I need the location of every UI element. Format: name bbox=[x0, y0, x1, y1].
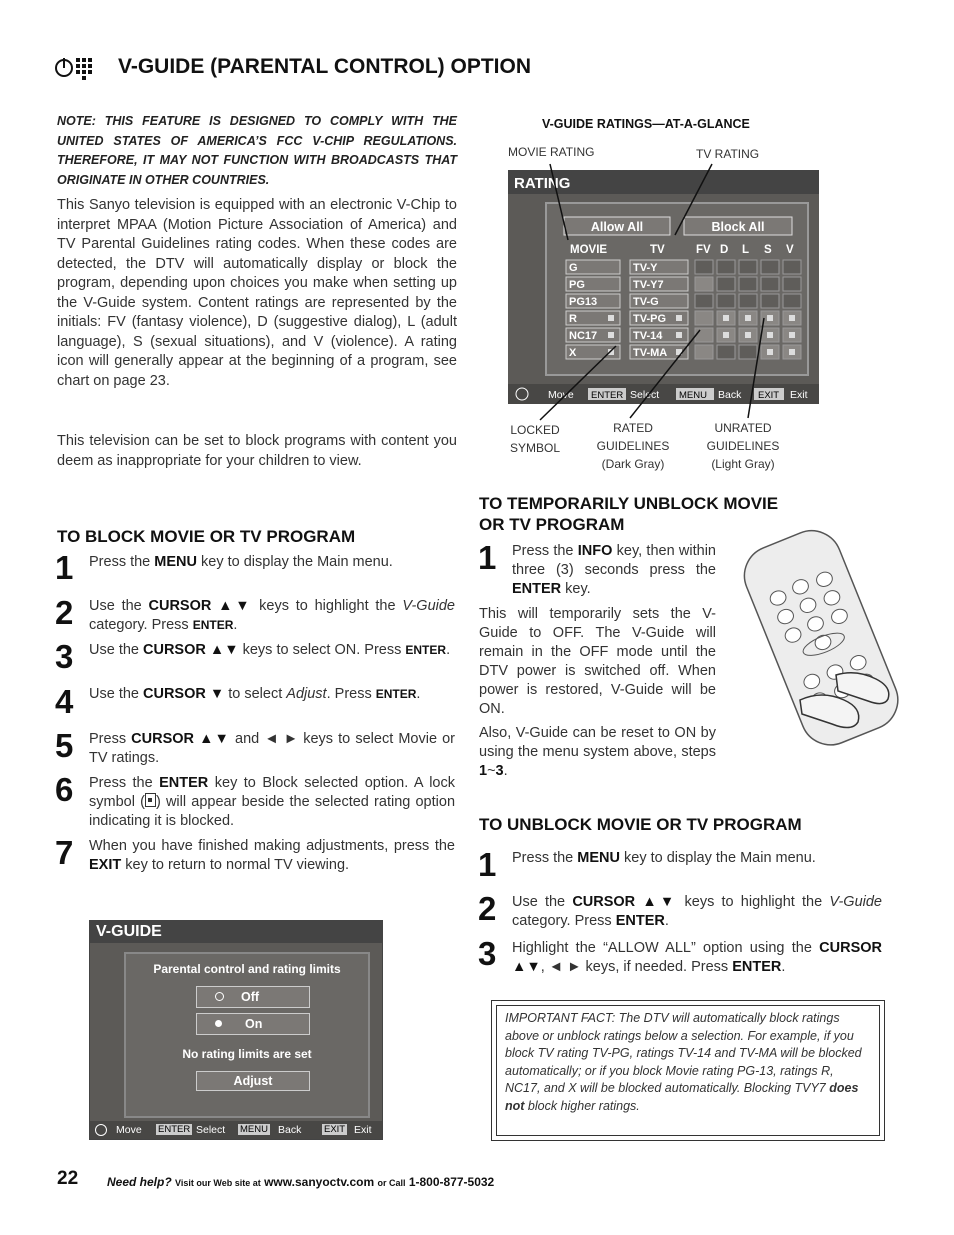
step-number: 3 bbox=[478, 935, 497, 972]
svg-text:EXIT: EXIT bbox=[758, 390, 780, 401]
tv-rating-label: TV-G bbox=[633, 296, 659, 308]
vguide-icon bbox=[52, 56, 96, 80]
svg-text:Exit: Exit bbox=[790, 389, 808, 401]
help-line: Need help? Visit our Web site at www.sanyoctv.com or Call 1-800-877-5032 bbox=[107, 1175, 495, 1189]
col-movie: MOVIE bbox=[570, 244, 608, 256]
tv-rating-label: TV-14 bbox=[633, 330, 663, 342]
block-step-4: Use the CURSOR ▼ to select Adjust. Press ENTER. bbox=[89, 686, 421, 702]
temp-unblock-title: TO TEMPORARILY UNBLOCK MOVIE OR TV PROGRAM bbox=[479, 494, 779, 534]
movie-rating-label: X bbox=[569, 347, 577, 359]
svg-text:Back: Back bbox=[718, 389, 742, 401]
svg-text:Select: Select bbox=[630, 389, 660, 401]
block-step-1: Press the MENU key to display the Main menu. bbox=[89, 554, 393, 570]
svg-text:Move: Move bbox=[548, 389, 574, 401]
movie-rating-label: G bbox=[569, 262, 578, 274]
block-step-6: Press the ENTER key to Block selected option. A lock symbol ( ) will appear beside the selected rating option indicating it is blocked. bbox=[89, 775, 456, 829]
page-title: V-GUIDE (PARENTAL CONTROL) OPTION bbox=[118, 55, 531, 78]
step-number: 1 bbox=[55, 549, 74, 586]
phone-number: 1-800-877-5032 bbox=[408, 1175, 495, 1189]
unblock-step-2: Use the CURSOR ▲▼ keys to highlight the V-Guide category. Press ENTER. bbox=[512, 894, 882, 929]
step-number: 6 bbox=[55, 771, 74, 808]
tv-rating-label: TV RATING bbox=[696, 147, 760, 161]
movie-rating-label: NC17 bbox=[569, 330, 598, 342]
screen-footer: Move ENTER Select MENU Back EXIT Exit bbox=[90, 1121, 382, 1139]
website-link[interactable]: www.sanyoctv.com bbox=[264, 1175, 375, 1189]
col-d: D bbox=[720, 244, 729, 256]
movie-rating-label: PG13 bbox=[569, 296, 598, 308]
unblock-step-3: Highlight the “ALLOW ALL” option using the CURSOR ▲▼, ◄ ► keys, if needed. Press ENTER. bbox=[512, 940, 882, 975]
adjust-button[interactable]: Adjust bbox=[196, 1071, 310, 1091]
radio-empty-icon bbox=[215, 992, 224, 1001]
block-step-3: Use the CURSOR ▲▼ keys to select ON. Press ENTER. bbox=[89, 642, 451, 658]
col-s: S bbox=[764, 244, 772, 256]
radio-filled-icon bbox=[215, 1020, 222, 1027]
locked-symbol-label: LOCKED SYMBOL bbox=[509, 423, 560, 455]
screen-title: V-GUIDE bbox=[90, 921, 382, 943]
callout-lines bbox=[500, 150, 820, 430]
fcc-note: NOTE: THIS FEATURE IS DESIGNED TO COMPLY WITH THE UNITED STATES OF AMERICA’S FCC V-CHIP REGULATIONS. THEREFORE, IT MAY NOT FUNCTION WITH BROADCASTS THAT ORIGINATE IN OTHER COUNTRIES. bbox=[57, 114, 457, 187]
movie-rating-label: PG bbox=[569, 279, 585, 291]
temp-paragraph-2: Also, V-Guide can be reset to ON by using the menu system above, steps 1~3. bbox=[479, 725, 716, 779]
intro-paragraph: This Sanyo television is equipped with an electronic V-Chip to interpret MPAA (Motion Picture Association of America) and TV Parental Guidelines rating codes. When these codes are detected, the DTV will automatically display or block the program, depending upon choices you make when setting up the V-Guide system. Content ratings are represented by the initials: FV (fantasy violence), D (suggestive dialog), L (adult language), S (sexual situations), and V (violence). A rating icon will generally appear at the beginning of a program, see chart on page 23. bbox=[57, 197, 457, 389]
col-v: V bbox=[786, 244, 794, 256]
col-tv: TV bbox=[650, 244, 665, 256]
allow-all-label: Allow All bbox=[590, 220, 644, 234]
svg-text:MENU: MENU bbox=[679, 390, 707, 401]
temp-step-1: Press the INFO key, then within three (3) seconds press the ENTER key. bbox=[512, 543, 716, 597]
important-fact-text: IMPORTANT FACT: The DTV will automatically block ratings above or unblock ratings below a selection. For example, if you block TV rating TV-PG, ratings TV-14 and TV-MA will be blocked automatically; or if you block Movie rating PG-13, ratings R, NC17, and X will be blocked automatically. Blocking TVY7 does not block higher ratings. bbox=[496, 1005, 880, 1136]
block-step-5: Press CURSOR ▲▼ and ◄ ► keys to select Movie or TV ratings. bbox=[89, 731, 455, 766]
col-l: L bbox=[742, 244, 750, 256]
rating-title: RATING bbox=[514, 175, 571, 192]
block-step-7: When you have finished making adjustments, press the EXIT key to return to normal TV viewing. bbox=[89, 838, 455, 873]
unblock-step-1: Press the MENU key to display the Main menu. bbox=[512, 850, 816, 866]
vguide-heading: Parental control and rating limits bbox=[153, 962, 341, 976]
option-off[interactable]: Off bbox=[196, 986, 310, 1008]
step-number: 2 bbox=[478, 890, 497, 927]
unblock-section-title: TO UNBLOCK MOVIE OR TV PROGRAM bbox=[479, 815, 802, 834]
tv-rating-label: TV-MA bbox=[633, 347, 668, 359]
ratings-figure-title: V-GUIDE RATINGS—AT-A-GLANCE bbox=[542, 117, 750, 131]
step-number: 5 bbox=[55, 727, 74, 764]
step-number: 7 bbox=[55, 834, 74, 871]
step-number: 1 bbox=[478, 539, 497, 576]
col-fv: FV bbox=[696, 244, 711, 256]
unrated-guidelines-label: UNRATED GUIDELINES (Light Gray) bbox=[706, 421, 780, 471]
move-icon bbox=[95, 1124, 107, 1136]
tv-rating-label: TV-Y bbox=[633, 262, 658, 274]
rated-guidelines-label: RATED GUIDELINES (Dark Gray) bbox=[596, 421, 670, 471]
block-step-2: Use the CURSOR ▲▼ keys to highlight the V-Guide category. Press ENTER. bbox=[89, 598, 455, 633]
remote-control-illustration bbox=[740, 525, 900, 750]
temp-paragraph: This will temporarily sets the V-Guide to OFF. The V-Guide will remain in the OFF mode until the DTV power is switched off. When power is restored, V-Guide will be ON. bbox=[479, 606, 716, 717]
rating-status: No rating limits are set bbox=[182, 1047, 312, 1061]
vguide-screen bbox=[89, 920, 383, 1140]
option-on[interactable]: On bbox=[196, 1013, 310, 1035]
tv-rating-label: TV-Y7 bbox=[633, 279, 664, 291]
intro-paragraph-2: This television can be set to block programs with content you deem as inappropriate for your children to view. bbox=[57, 433, 457, 469]
page-number: 22 bbox=[57, 1168, 79, 1189]
block-all-label: Block All bbox=[711, 220, 765, 234]
step-number: 3 bbox=[55, 638, 74, 675]
svg-text:ENTER: ENTER bbox=[591, 390, 624, 401]
lock-icon bbox=[145, 793, 156, 807]
vguide-panel bbox=[124, 952, 370, 1118]
movie-rating-label: R bbox=[569, 313, 577, 325]
step-number: 2 bbox=[55, 594, 74, 631]
movie-rating-label: MOVIE RATING bbox=[508, 145, 595, 159]
important-fact-box bbox=[491, 1000, 885, 1141]
step-number: 4 bbox=[55, 683, 74, 720]
step-number: 1 bbox=[478, 846, 497, 883]
block-section-title: TO BLOCK MOVIE OR TV PROGRAM bbox=[57, 527, 356, 546]
tv-rating-label: TV-PG bbox=[633, 313, 667, 325]
